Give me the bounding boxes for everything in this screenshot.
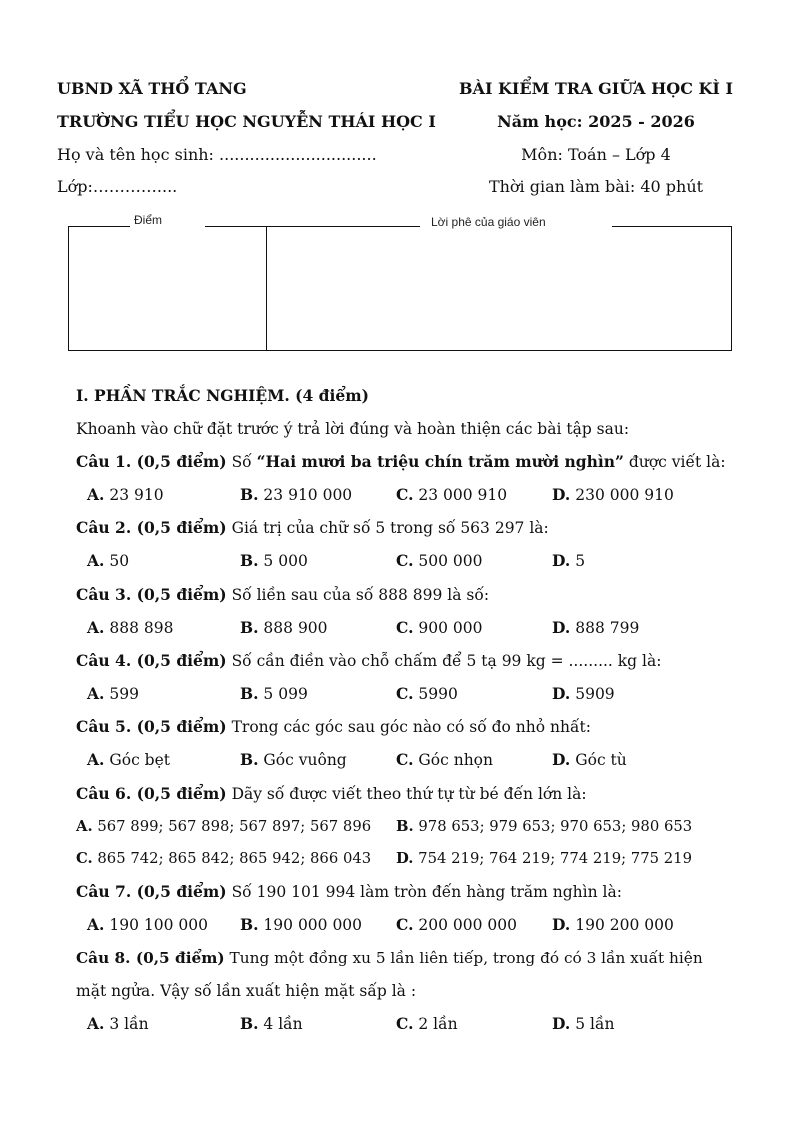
question-8 [76, 948, 703, 968]
student-name-field: Họ và tên học sinh: ............................... [57, 145, 377, 164]
option-d[interactable] [552, 1014, 614, 1034]
option-text: 754 219; 764 219; 774 219; 775 219 [413, 850, 692, 867]
option-text: 567 899; 567 898; 567 897; 567 896 [92, 818, 372, 835]
option-text: 190 100 000 [104, 916, 208, 934]
option-b[interactable] [240, 684, 308, 704]
option-text: 5 lần [570, 1015, 615, 1033]
question-text: Tung một đồng xu 5 lần liên tiếp, trong đó có 3 lần xuất hiện [224, 949, 703, 967]
option-a[interactable] [87, 750, 170, 770]
score-comment-box [68, 226, 732, 351]
option-c[interactable] [396, 551, 483, 571]
question-1 [76, 452, 726, 472]
question-text-end: được viết là: [623, 453, 726, 471]
option-letter: A. [87, 618, 105, 637]
question-text: Số cần điền vào chỗ chấm để 5 tạ 99 kg = ......... kg là: [226, 652, 662, 670]
question-label: Câu 8. (0,5 điểm) [76, 949, 225, 967]
question-label: Câu 3. (0,5 điểm) [76, 585, 227, 604]
question-text: Số liền sau của số 888 899 là số: [226, 586, 490, 604]
option-c[interactable] [396, 750, 493, 770]
option-b[interactable] [240, 750, 347, 770]
option-letter: B. [240, 551, 259, 570]
option-a[interactable] [87, 1014, 149, 1034]
option-text: 3 lần [104, 1015, 149, 1033]
option-letter: B. [240, 915, 259, 934]
question-text: Số 190 101 994 làm tròn đến hàng trăm nghìn là: [226, 883, 622, 901]
question-2 [76, 518, 549, 538]
option-a[interactable] [87, 684, 139, 704]
option-c[interactable] [76, 849, 371, 869]
option-a[interactable] [76, 817, 371, 837]
option-text: 50 [104, 552, 130, 570]
question-4 [76, 651, 661, 671]
option-text: 230 000 910 [570, 486, 674, 504]
option-text: 900 000 [413, 619, 483, 637]
option-letter: C. [396, 1014, 414, 1033]
option-d[interactable] [552, 915, 674, 935]
option-letter: A. [87, 750, 105, 769]
subject: Môn: Toán – Lớp 4 [521, 145, 671, 164]
question-label: Câu 2. (0,5 điểm) [76, 518, 227, 537]
option-b[interactable] [240, 551, 308, 571]
option-letter: D. [552, 915, 571, 934]
option-text: 4 lần [258, 1015, 303, 1033]
option-letter: B. [240, 485, 259, 504]
question-7 [76, 882, 622, 902]
option-text: 599 [104, 685, 139, 703]
option-letter: D. [552, 1014, 571, 1033]
option-text: Góc nhọn [413, 751, 493, 769]
question-label: Câu 1. (0,5 điểm) [76, 452, 227, 471]
option-c[interactable] [396, 684, 458, 704]
option-text: 5990 [413, 685, 458, 703]
option-a[interactable] [87, 551, 129, 571]
option-letter: B. [240, 1014, 259, 1033]
option-letter: A. [87, 1014, 105, 1033]
option-letter: B. [240, 750, 259, 769]
option-c[interactable] [396, 485, 507, 505]
option-c[interactable] [396, 1014, 458, 1034]
option-d[interactable] [552, 684, 615, 704]
option-text: 888 898 [104, 619, 174, 637]
option-letter: B. [240, 684, 259, 703]
option-text: 978 653; 979 653; 970 653; 980 653 [413, 818, 693, 835]
option-letter: C. [396, 915, 414, 934]
option-a[interactable] [87, 618, 173, 638]
option-text: 23 910 000 [258, 486, 353, 504]
option-b[interactable] [240, 618, 328, 638]
question-3 [76, 585, 489, 605]
option-text: Góc tù [570, 751, 627, 769]
question-text: Số [226, 453, 257, 471]
option-d[interactable] [552, 750, 627, 770]
duration: Thời gian làm bài: 40 phút [488, 177, 704, 196]
option-text: 23 910 [104, 486, 164, 504]
option-letter: D. [396, 850, 414, 867]
option-d[interactable] [552, 618, 639, 638]
option-letter: C. [76, 850, 93, 867]
option-text: 5 099 [258, 685, 308, 703]
question-text: Dãy số được viết theo thứ tự từ bé đến lớn là: [226, 785, 587, 803]
option-text: Góc vuông [258, 751, 347, 769]
option-letter: B. [240, 618, 259, 637]
option-letter: A. [87, 485, 105, 504]
option-letter: A. [87, 551, 105, 570]
option-a[interactable] [87, 915, 208, 935]
option-text: 190 000 000 [258, 916, 363, 934]
question-text: Giá trị của chữ số 5 trong số 563 297 là: [226, 519, 549, 537]
option-letter: C. [396, 750, 414, 769]
school-name: TRƯỜNG TIỂU HỌC NGUYỄN THÁI HỌC I [57, 112, 436, 131]
option-text: 888 799 [570, 619, 640, 637]
option-d[interactable] [396, 849, 692, 869]
option-d[interactable] [552, 551, 585, 571]
option-text: 5909 [570, 685, 615, 703]
exam-title: BÀI KIỂM TRA GIỮA HỌC KÌ I [459, 79, 733, 98]
option-b[interactable] [240, 1014, 303, 1034]
option-b[interactable] [240, 915, 362, 935]
question-text: Trong các góc sau góc nào có số đo nhỏ nhất: [226, 718, 591, 736]
option-letter: C. [396, 551, 414, 570]
option-text: Góc bẹt [104, 751, 171, 769]
option-letter: C. [396, 618, 414, 637]
question-label: Câu 5. (0,5 điểm) [76, 717, 227, 736]
option-text: 888 900 [258, 619, 328, 637]
question-6 [76, 784, 587, 804]
score-box-divider [266, 226, 267, 351]
option-text: 190 200 000 [570, 916, 674, 934]
question-8-line-2: mặt ngửa. Vậy số lần xuất hiện mặt sấp là : [76, 982, 417, 1000]
question-label: Câu 6. (0,5 điểm) [76, 784, 227, 803]
option-letter: C. [396, 684, 414, 703]
question-5 [76, 717, 591, 737]
option-letter: C. [396, 485, 414, 504]
school-year: Năm học: 2025 - 2026 [497, 112, 695, 131]
authority-name: UBND XÃ THỔ TANG [57, 79, 247, 98]
option-c[interactable] [396, 618, 483, 638]
option-text: 5 [570, 552, 586, 570]
option-d[interactable] [552, 485, 674, 505]
option-letter: A. [76, 818, 93, 835]
section-instruction: Khoanh vào chữ đặt trước ý trả lời đúng và hoàn thiện các bài tập sau: [76, 420, 630, 438]
option-letter: D. [552, 618, 571, 637]
option-letter: D. [552, 684, 571, 703]
option-text: 500 000 [413, 552, 483, 570]
question-label: Câu 4. (0,5 điểm) [76, 651, 227, 670]
option-letter: A. [87, 684, 105, 703]
option-letter: A. [87, 915, 105, 934]
score-label: Điểm [134, 213, 163, 227]
option-letter: B. [396, 818, 414, 835]
option-b[interactable] [240, 485, 352, 505]
option-text: 200 000 000 [413, 916, 518, 934]
teacher-comment-label: Lời phê của giáo viên [431, 215, 546, 229]
option-letter: D. [552, 485, 571, 504]
option-text: 5 000 [258, 552, 308, 570]
option-text: 865 742; 865 842; 865 942; 866 043 [92, 850, 372, 867]
option-b[interactable] [396, 817, 692, 837]
option-text: 2 lần [413, 1015, 458, 1033]
option-letter: D. [552, 551, 571, 570]
option-a[interactable] [87, 485, 164, 505]
option-letter: D. [552, 750, 571, 769]
option-text: 23 000 910 [413, 486, 508, 504]
section-title: I. PHẦN TRẮC NGHIỆM. (4 điểm) [76, 386, 370, 405]
question-label: Câu 7. (0,5 điểm) [76, 882, 227, 901]
question-text-bold: “Hai mươi ba triệu chín trăm mười nghìn” [256, 452, 624, 471]
option-c[interactable] [396, 915, 517, 935]
class-field: Lớp:………….... [57, 177, 178, 196]
